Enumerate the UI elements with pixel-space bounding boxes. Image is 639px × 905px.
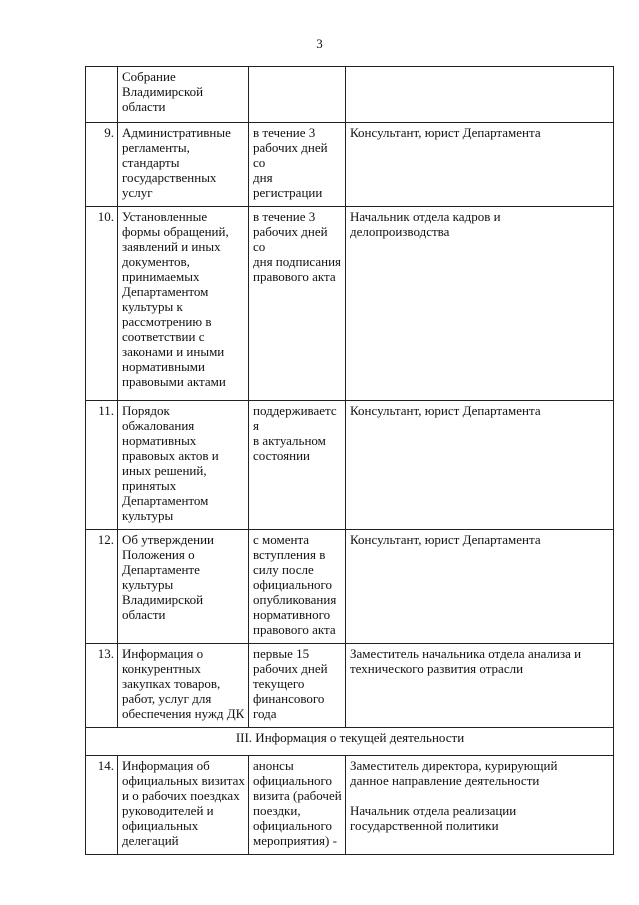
term-line: в актуальном [253, 433, 326, 448]
term-line: мероприятия) - [253, 833, 337, 848]
row-number: 9. [86, 123, 118, 207]
info-line: Об утверждении [122, 532, 215, 547]
row-number: 12. [86, 530, 118, 644]
term-cell [249, 644, 346, 728]
info-line: Департаменте [122, 562, 200, 577]
term-line: силу после [253, 562, 314, 577]
term-line: поддерживается [253, 403, 337, 433]
info-line: иных решений, [122, 463, 207, 478]
info-line: Собрание [122, 69, 176, 84]
responsible-cell [346, 207, 614, 401]
info-line: стандарты [122, 155, 180, 170]
term-line: анонсы [253, 758, 294, 773]
term-line: опубликования [253, 592, 337, 607]
term-cell [249, 207, 346, 401]
term-cell [249, 123, 346, 207]
info-line: государственных [122, 170, 217, 185]
info-line: Департаментом [122, 493, 209, 508]
info-line: Информация об [122, 758, 210, 773]
row-number: 10. [86, 207, 118, 401]
info-line: и о рабочих поездках [122, 788, 240, 803]
info-line: культуры [122, 508, 174, 523]
info-line: соответствии с [122, 329, 205, 344]
info-line: регламенты, [122, 140, 190, 155]
info-line: области [122, 99, 166, 114]
info-cell [118, 401, 249, 530]
info-line: Порядок обжалования [122, 403, 195, 433]
info-line: Департаментом [122, 284, 209, 299]
info-line: обеспечения нужд ДК [122, 706, 245, 721]
info-cell [118, 644, 249, 728]
info-cell [118, 756, 249, 855]
table-row [86, 123, 614, 207]
responsible-line: Заместитель директора, курирующий [350, 758, 558, 773]
info-line: Владимирской [122, 592, 204, 607]
info-line: официальных [122, 818, 199, 833]
term-line: с момента [253, 532, 310, 547]
table-row [86, 207, 614, 401]
term-line: в течение 3 [253, 209, 316, 224]
info-line: правовыми актами [122, 374, 226, 389]
section-header-row [86, 728, 614, 756]
info-line: области [122, 607, 166, 622]
info-line: законами и иными [122, 344, 225, 359]
info-line: принимаемых [122, 269, 200, 284]
term-line: правового акта [253, 269, 336, 284]
term-line: вступления в [253, 547, 326, 562]
term-line: рабочих дней со [253, 224, 328, 254]
document-table [85, 66, 614, 855]
paragraph-gap [350, 788, 610, 803]
responsible-cell [346, 401, 614, 530]
term-line: в течение 3 [253, 125, 316, 140]
info-line: нормативных [122, 433, 197, 448]
term-line: текущего [253, 676, 305, 691]
info-line: Положения о [122, 547, 195, 562]
info-line: принятых [122, 478, 177, 493]
term-line: первые 15 [253, 646, 310, 661]
info-line: закупках товаров, [122, 676, 221, 691]
term-line: нормативного [253, 607, 331, 622]
responsible-line: Начальник отдела реализации [350, 803, 517, 818]
table-row [86, 401, 614, 530]
term-line: правового акта [253, 622, 336, 637]
info-line: культуры [122, 577, 174, 592]
responsible-line: Консультант, юрист Департамента [350, 125, 541, 140]
info-line: Установленные [122, 209, 208, 224]
info-line: Владимирской [122, 84, 204, 99]
responsible-line: Консультант, юрист Департамента [350, 403, 541, 418]
term-line: рабочих дней [253, 661, 328, 676]
info-line: руководителей и [122, 803, 214, 818]
row-number: 14. [86, 756, 118, 855]
responsible-cell [346, 67, 614, 123]
info-cell [118, 123, 249, 207]
table-row [86, 644, 614, 728]
term-line: официального [253, 818, 333, 833]
responsible-cell [346, 123, 614, 207]
info-line: делегаций [122, 833, 179, 848]
term-cell [249, 756, 346, 855]
responsible-line: Начальник отдела кадров и [350, 209, 501, 224]
page-number: 3 [316, 36, 323, 51]
info-line: работ, услуг для [122, 691, 212, 706]
responsible-line: Заместитель начальника отдела анализа и [350, 646, 582, 661]
info-line: формы обращений, [122, 224, 229, 239]
responsible-cell [346, 756, 614, 855]
info-line: конкурентных [122, 661, 201, 676]
info-line: культуры к [122, 299, 183, 314]
row-number [86, 67, 118, 123]
term-line: дня подписания [253, 254, 342, 269]
responsible-line: Консультант, юрист Департамента [350, 532, 541, 547]
responsible-line: технического развития отрасли [350, 661, 524, 676]
term-line: официального [253, 577, 333, 592]
term-line: рабочих дней со [253, 140, 328, 170]
info-line: документов, [122, 254, 190, 269]
table-row [86, 756, 614, 855]
term-line: официального [253, 773, 333, 788]
term-line: поездки, [253, 803, 301, 818]
info-line: правовых актов и [122, 448, 219, 463]
term-line: визита (рабочей [253, 788, 342, 803]
info-cell [118, 67, 249, 123]
info-line: рассмотрению в [122, 314, 212, 329]
term-cell [249, 401, 346, 530]
info-cell [118, 207, 249, 401]
info-line: заявлений и иных [122, 239, 221, 254]
responsible-line: делопроизводства [350, 224, 450, 239]
term-cell [249, 67, 346, 123]
info-line: нормативными [122, 359, 205, 374]
section-title: III. Информация о текущей деятельности [86, 728, 614, 756]
term-cell [249, 530, 346, 644]
responsible-cell [346, 644, 614, 728]
row-number: 11. [86, 401, 118, 530]
info-line: официальных визитах [122, 773, 245, 788]
term-line: состоянии [253, 448, 310, 463]
info-cell [118, 530, 249, 644]
info-line: Административные [122, 125, 231, 140]
term-line: дня регистрации [253, 170, 323, 200]
term-line: года [253, 706, 277, 721]
table-row [86, 67, 614, 123]
info-line: Информация о [122, 646, 204, 661]
responsible-cell [346, 530, 614, 644]
info-line: услуг [122, 185, 153, 200]
term-line: финансового [253, 691, 325, 706]
responsible-line: государственной политики [350, 818, 499, 833]
row-number: 13. [86, 644, 118, 728]
responsible-line: данное направление деятельности [350, 773, 540, 788]
table-row [86, 530, 614, 644]
